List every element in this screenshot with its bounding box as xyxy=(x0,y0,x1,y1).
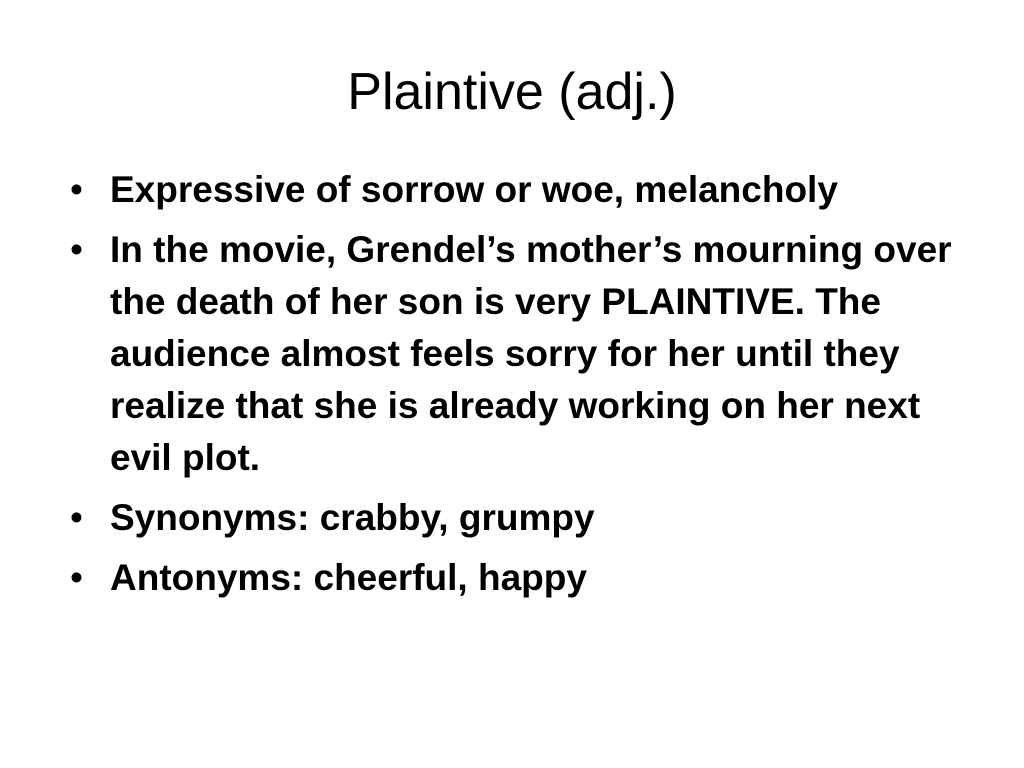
bullet-item-definition xyxy=(70,164,970,216)
slide-title: Plaintive (adj.) xyxy=(347,63,677,121)
bullet-item-synonyms xyxy=(70,492,970,544)
bullet-item-example xyxy=(70,224,970,484)
bullet-marker: • xyxy=(70,229,83,270)
bullet-marker: • xyxy=(70,497,83,538)
bullet-item-antonyms xyxy=(70,552,970,604)
bullet-marker: • xyxy=(70,169,83,210)
bullet-marker: • xyxy=(70,557,83,598)
bullet-list xyxy=(70,164,970,612)
synonyms-text: Synonyms: crabby, grumpy xyxy=(110,497,595,538)
example-sentence-text: In the movie, Grendel’s mother’s mourning over the death of her son is very PLAINTIVE. The audience almost feels sorry for her until they realize that she is already working on her next evil plot. xyxy=(110,229,952,478)
antonyms-text: Antonyms: cheerful, happy xyxy=(110,557,587,598)
definition-text: Expressive of sorrow or woe, melancholy xyxy=(110,169,838,210)
